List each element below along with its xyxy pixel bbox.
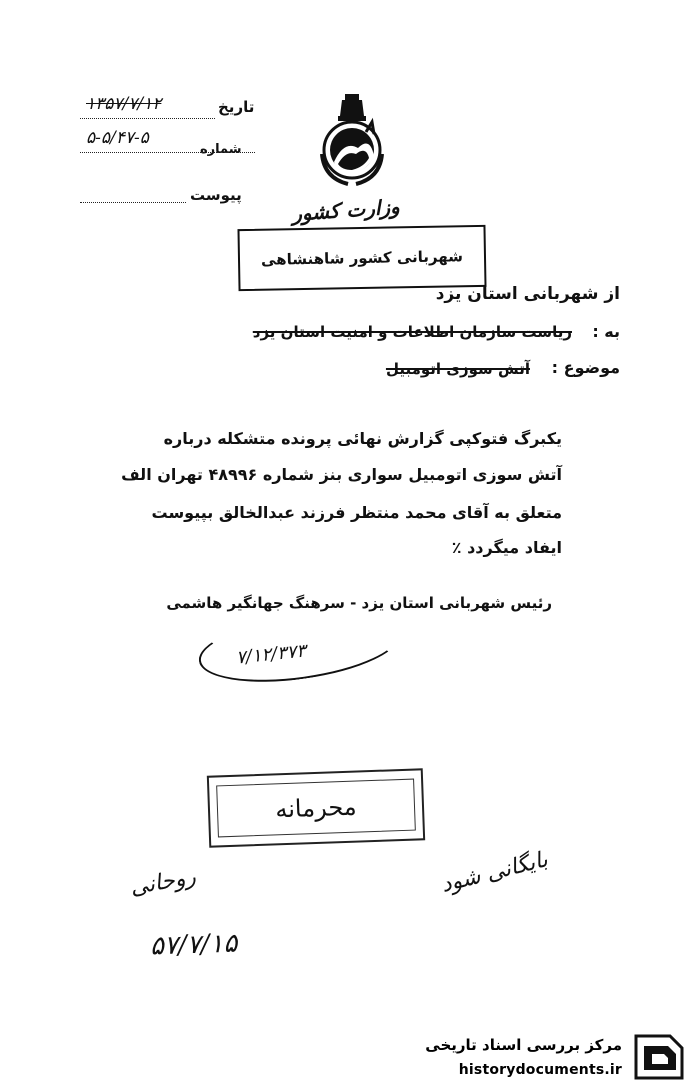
from-line: از شهربانی استان یزد [435, 284, 620, 304]
signature-line: رئیس شهربانی استان یزد - سرهنگ جهانگیر هاشمی [166, 594, 552, 612]
department-box [237, 225, 486, 291]
attachment-label: پیوست [190, 186, 242, 204]
number-dotted-line [80, 152, 255, 153]
subject-value: آتش سوزی اتومبیل [385, 360, 530, 378]
oval-mark-text: ۷/۱۲/۳۷۳ [235, 640, 308, 669]
number-label: شماره [200, 142, 242, 157]
date-dotted-line [80, 118, 215, 119]
handwritten-date: ۵۷/۷/۱۵ [149, 928, 238, 962]
body-line-2: آتش سوزی اتومبیل سواری بنز شماره ۴۸۹۹۶ تهران الف [121, 465, 562, 484]
handwritten-name: روحانی [128, 864, 198, 901]
archive-logo-icon [630, 1030, 688, 1084]
attachment-dotted-line [80, 202, 186, 203]
to-label: به : [592, 322, 620, 341]
ministry-title: وزارت کشور [291, 194, 401, 226]
date-label: تاریخ [218, 98, 255, 116]
body-line-3: متعلق به آقای محمد منتظر فرزند عبدالخالق بپیوست [151, 503, 562, 522]
watermark-name: مرکز بررسی اسناد تاریخی [425, 1036, 622, 1054]
department-name: شهربانی کشور شاهنشاهی [260, 247, 464, 269]
stamp-text: محرمانه [274, 792, 358, 824]
body-line-4: ایفاد میگردد ٪ [451, 538, 562, 557]
stamp-inner-border [216, 779, 416, 838]
date-value: ۱۳۵۷/۷/۱۲ [86, 94, 162, 114]
to-value: ریاست سازمان اطلاعات و امنیت استان یزد [252, 323, 572, 341]
subject-label: موضوع : [551, 358, 620, 377]
handwritten-archive-note: بایگانی شود [438, 847, 551, 898]
confidential-stamp [207, 768, 425, 847]
emblem-icon [314, 92, 390, 188]
body-line-1: یکبرگ فتوکپی گزارش نهائی پرونده متشکله درباره [163, 429, 562, 448]
number-value: ۵-۵/۴۷-۵ [86, 128, 149, 148]
watermark-url: historydocuments.ir [458, 1062, 622, 1078]
